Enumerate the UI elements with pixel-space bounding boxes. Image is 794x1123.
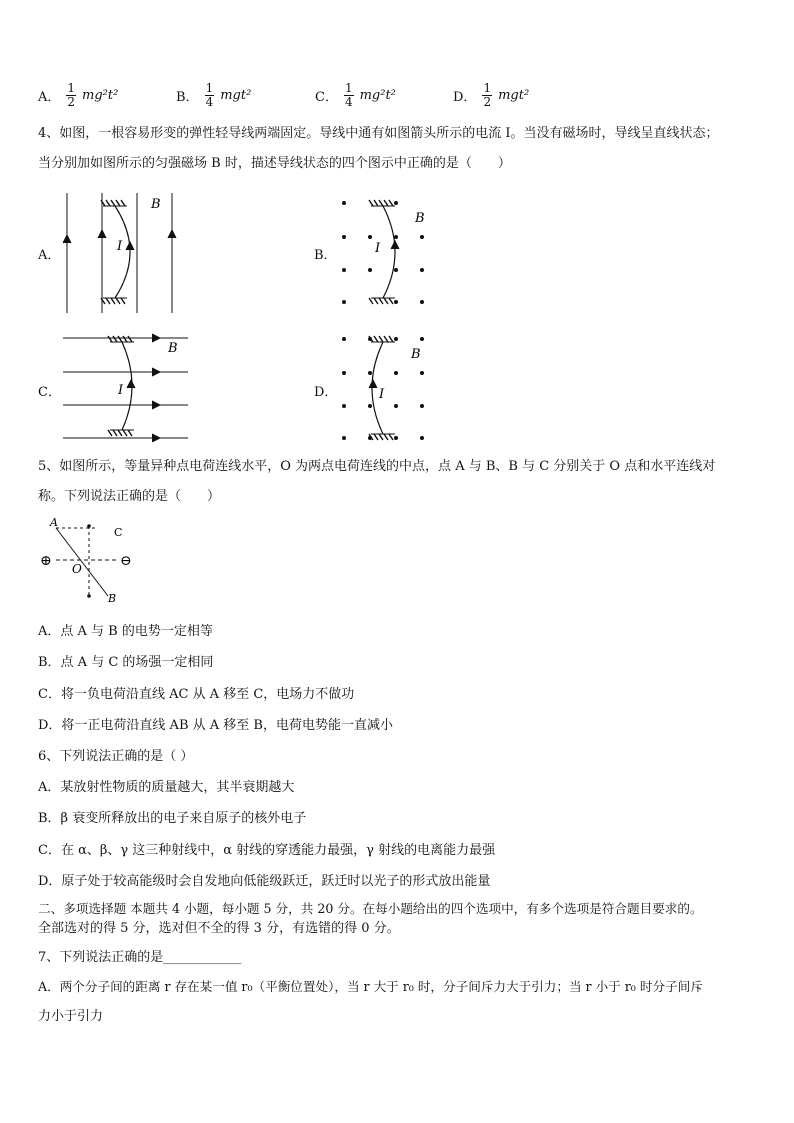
q4-label-d: D． — [314, 385, 338, 400]
q4-figure-b — [335, 194, 435, 314]
current-label: I — [375, 241, 381, 256]
q4-figure-d — [335, 330, 435, 445]
current-label: I — [379, 387, 385, 402]
expression: mgt² — [498, 88, 530, 103]
expression: mg²t² — [359, 88, 396, 103]
current-arrow-icon — [391, 241, 399, 249]
fraction — [205, 82, 215, 109]
arrow-right-icon — [152, 434, 160, 442]
point-b-label: B — [108, 592, 117, 605]
q6-option-d: D．原子处于较高能级时会自发地向低能级跃迁，跃迁时以光子的形式放出能量 — [38, 874, 491, 889]
section2-heading: 二、多项选择题 本题共 4 小题，每小题 5 分，共 20 分。在每小题给出的四个选项中，有多个选项是符合题目要求的。 — [38, 901, 703, 916]
fraction — [66, 82, 76, 109]
q3-choice-b — [176, 82, 251, 109]
current-arrow-icon — [127, 380, 135, 388]
q6-option-b: B．β 衰变所释放出的电子来自原子的核外电子 — [38, 811, 307, 826]
positive-charge-icon: ⊕ — [40, 553, 52, 569]
hatch — [101, 200, 125, 206]
denominator: 4 — [344, 95, 353, 109]
hatch — [369, 434, 393, 440]
line-ab — [56, 528, 108, 596]
arrow-up-icon — [98, 230, 106, 238]
arrow-up-icon — [168, 230, 176, 238]
current-label: I — [117, 239, 123, 254]
field-label: B — [415, 211, 425, 226]
q5-option-c: C．将一负电荷沿直线 AC 从 A 移至 C，电场力不做功 — [38, 687, 355, 702]
choice-letter: B． — [176, 90, 199, 105]
q7-option-a-line2: 力小于引力 — [38, 1009, 104, 1024]
field-dots — [342, 201, 424, 304]
hatch — [369, 298, 393, 304]
hatch — [108, 430, 132, 436]
q5-option-d: D．将一正电荷沿直线 AB 从 A 移至 B，电荷电势能一直减小 — [38, 718, 393, 733]
q5-option-b: B．点 A 与 C 的场强一定相同 — [38, 655, 214, 670]
q4-figure-c — [60, 330, 192, 442]
hatch — [101, 298, 125, 304]
q7-option-a-line1: A．两个分子间的距离 r 存在某一值 r₀（平衡位置处），当 r 大于 r₀ 时，分子间斥力大于引力；当 r 小于 r₀ 时分子间斥 — [38, 979, 703, 994]
q7-stem: 7、下列说法正确的是____________ — [38, 950, 242, 965]
expression: mg²t² — [82, 88, 119, 103]
q5-stem-line2: 称。下列说法正确的是（ ） — [38, 489, 221, 504]
choice-letter: D． — [453, 90, 477, 105]
current-label: I — [118, 383, 124, 398]
arrow-right-icon — [152, 368, 160, 376]
denominator: 4 — [205, 95, 214, 109]
fraction — [344, 82, 354, 109]
denominator: 2 — [483, 95, 492, 109]
arrow-right-icon — [152, 334, 160, 342]
negative-charge-icon: ⊖ — [120, 553, 132, 569]
field-label: B — [151, 197, 161, 212]
numerator: 1 — [205, 81, 214, 95]
point-dot — [87, 524, 91, 528]
point-c-label: C — [114, 526, 123, 539]
hatch — [369, 200, 393, 206]
fraction — [482, 82, 492, 109]
field-label: B — [168, 341, 178, 356]
q4-stem-line2: 当分别加如图所示的匀强磁场 B 时，描述导线状态的四个图示中正确的是（ ） — [38, 156, 511, 171]
q4-stem-line1: 4、如图，一根容易形变的弹性轻导线两端固定。导线中通有如图箭头所示的电流 I。当没有磁场时，导线呈直线状态； — [38, 126, 719, 141]
arrow-right-icon — [152, 401, 160, 409]
numerator: 1 — [67, 81, 76, 95]
point-o-label: O — [72, 562, 82, 576]
wire — [383, 206, 395, 298]
q5-option-a: A．点 A 与 B 的电势一定相等 — [38, 624, 213, 639]
q6-option-c: C．在 α、β、γ 这三种射线中，α 射线的穿透能力最强，γ 射线的电离能力最强 — [38, 843, 496, 858]
choice-letter: A． — [38, 90, 61, 105]
q6-option-a: A．某放射性物质的质量越大，其半衰期越大 — [38, 780, 295, 795]
point-dot — [87, 594, 91, 598]
arrow-up-icon — [63, 235, 71, 243]
q3-choice-d — [453, 82, 529, 109]
point-a-label: A — [50, 516, 58, 529]
q4-label-b: B． — [314, 248, 337, 263]
q6-stem: 6、下列说法正确的是（ ） — [38, 749, 194, 764]
field-label: B — [411, 347, 421, 362]
q5-figure — [38, 516, 138, 608]
numerator: 1 — [344, 81, 353, 95]
q5-stem-line1: 5、如图所示，等量异种点电荷连线水平，O 为两点电荷连线的中点，点 A 与 B、B 与 C 分别关于 O 点和水平连线对 — [38, 459, 716, 474]
q3-choice-c — [315, 82, 396, 109]
q4-figure-a — [55, 188, 195, 318]
numerator: 1 — [483, 81, 492, 95]
q4-label-c: C． — [38, 385, 61, 400]
expression: mgt² — [220, 88, 252, 103]
denominator: 2 — [67, 95, 76, 109]
current-arrow-icon — [126, 242, 134, 250]
hatch — [369, 336, 393, 342]
choice-letter: C． — [315, 90, 338, 105]
q4-label-a: A． — [38, 248, 61, 263]
section2-rules: 全部选对的得 5 分，选对但不全的得 3 分，有选错的得 0 分。 — [38, 921, 400, 936]
hatch — [108, 336, 132, 342]
q3-choice-a — [38, 82, 118, 109]
current-arrow-icon — [369, 380, 377, 388]
